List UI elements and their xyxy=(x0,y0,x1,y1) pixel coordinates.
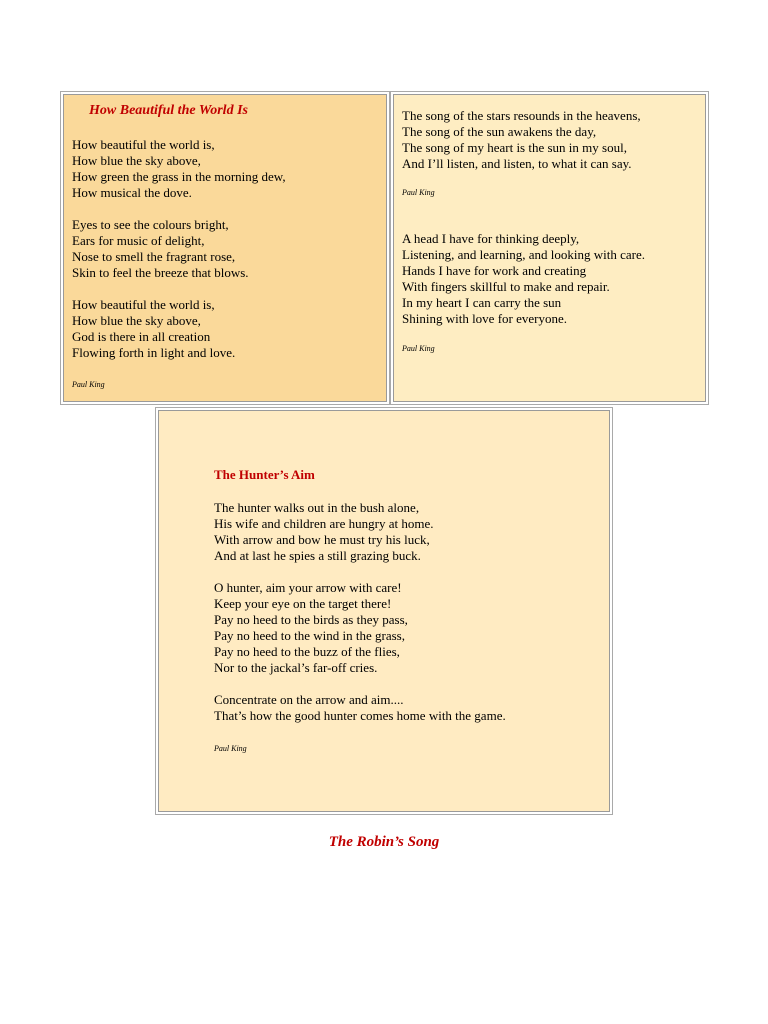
poem-line: Nor to the jackal’s far-off cries. xyxy=(214,660,378,675)
poem-author: Paul King xyxy=(402,188,435,197)
poem-author: Paul King xyxy=(402,344,435,353)
poem-box-hunters-aim xyxy=(155,407,613,815)
poem-line: Pay no heed to the birds as they pass, xyxy=(214,612,408,627)
poem-author: Paul King xyxy=(72,380,105,389)
poem-line: How musical the dove. xyxy=(72,185,192,200)
poem-line: God is there in all creation xyxy=(72,329,211,344)
poem-line: That’s how the good hunter comes home with the game. xyxy=(214,708,506,723)
poem-line: The hunter walks out in the bush alone, xyxy=(214,500,420,515)
poem-author: Paul King xyxy=(214,744,247,753)
poem-line: Concentrate on the arrow and aim.... xyxy=(214,692,404,707)
poem-box-songs xyxy=(390,91,709,405)
poem-line: With arrow and bow he must try his luck, xyxy=(214,532,430,547)
poem-line: How blue the sky above, xyxy=(72,153,201,168)
poem-line: How green the grass in the morning dew, xyxy=(72,169,286,184)
poem-line: Eyes to see the colours bright, xyxy=(72,217,229,232)
poem-line: Pay no heed to the buzz of the flies, xyxy=(214,644,400,659)
poem-body xyxy=(402,231,645,327)
poem-line: The song of my heart is the sun in my soul, xyxy=(402,140,627,155)
poem-line: Skin to feel the breeze that blows. xyxy=(72,265,249,280)
poem-body xyxy=(402,108,641,172)
poem-line: With fingers skillful to make and repair. xyxy=(402,279,610,294)
poem-line: In my heart I can carry the sun xyxy=(402,295,562,310)
poem-line: How beautiful the world is, xyxy=(72,297,215,312)
poem-title: How Beautiful the World Is xyxy=(89,103,248,118)
poem-line: Hands I have for work and creating xyxy=(402,263,587,278)
poem-line: A head I have for thinking deeply, xyxy=(402,231,580,246)
poem-line: And at last he spies a still grazing buck. xyxy=(214,548,421,563)
poem-line: Nose to smell the fragrant rose, xyxy=(72,249,236,264)
poem-line: Keep your eye on the target there! xyxy=(214,596,392,611)
poem-line: O hunter, aim your arrow with care! xyxy=(214,580,402,595)
poem-line: The song of the stars resounds in the heavens, xyxy=(402,108,641,123)
poem-line: Ears for music of delight, xyxy=(72,233,205,248)
poem-box-how-beautiful xyxy=(60,91,390,405)
poem-title: The Hunter’s Aim xyxy=(214,467,315,482)
poem-line: Pay no heed to the wind in the grass, xyxy=(214,628,405,643)
poem-line: How beautiful the world is, xyxy=(72,137,215,152)
poem-body xyxy=(72,137,286,361)
poem-line: How blue the sky above, xyxy=(72,313,201,328)
poem-line: And I’ll listen, and listen, to what it can say. xyxy=(402,156,632,171)
poem-line: Flowing forth in light and love. xyxy=(72,345,236,360)
poem-line: Listening, and learning, and looking with care. xyxy=(402,247,645,262)
section-title-robins-song: The Robin’s Song xyxy=(328,834,440,850)
poem-line: The song of the sun awakens the day, xyxy=(402,124,597,139)
poem-line: Shining with love for everyone. xyxy=(402,311,567,326)
poem-body xyxy=(214,500,506,724)
poem-line: His wife and children are hungry at home. xyxy=(214,516,434,531)
